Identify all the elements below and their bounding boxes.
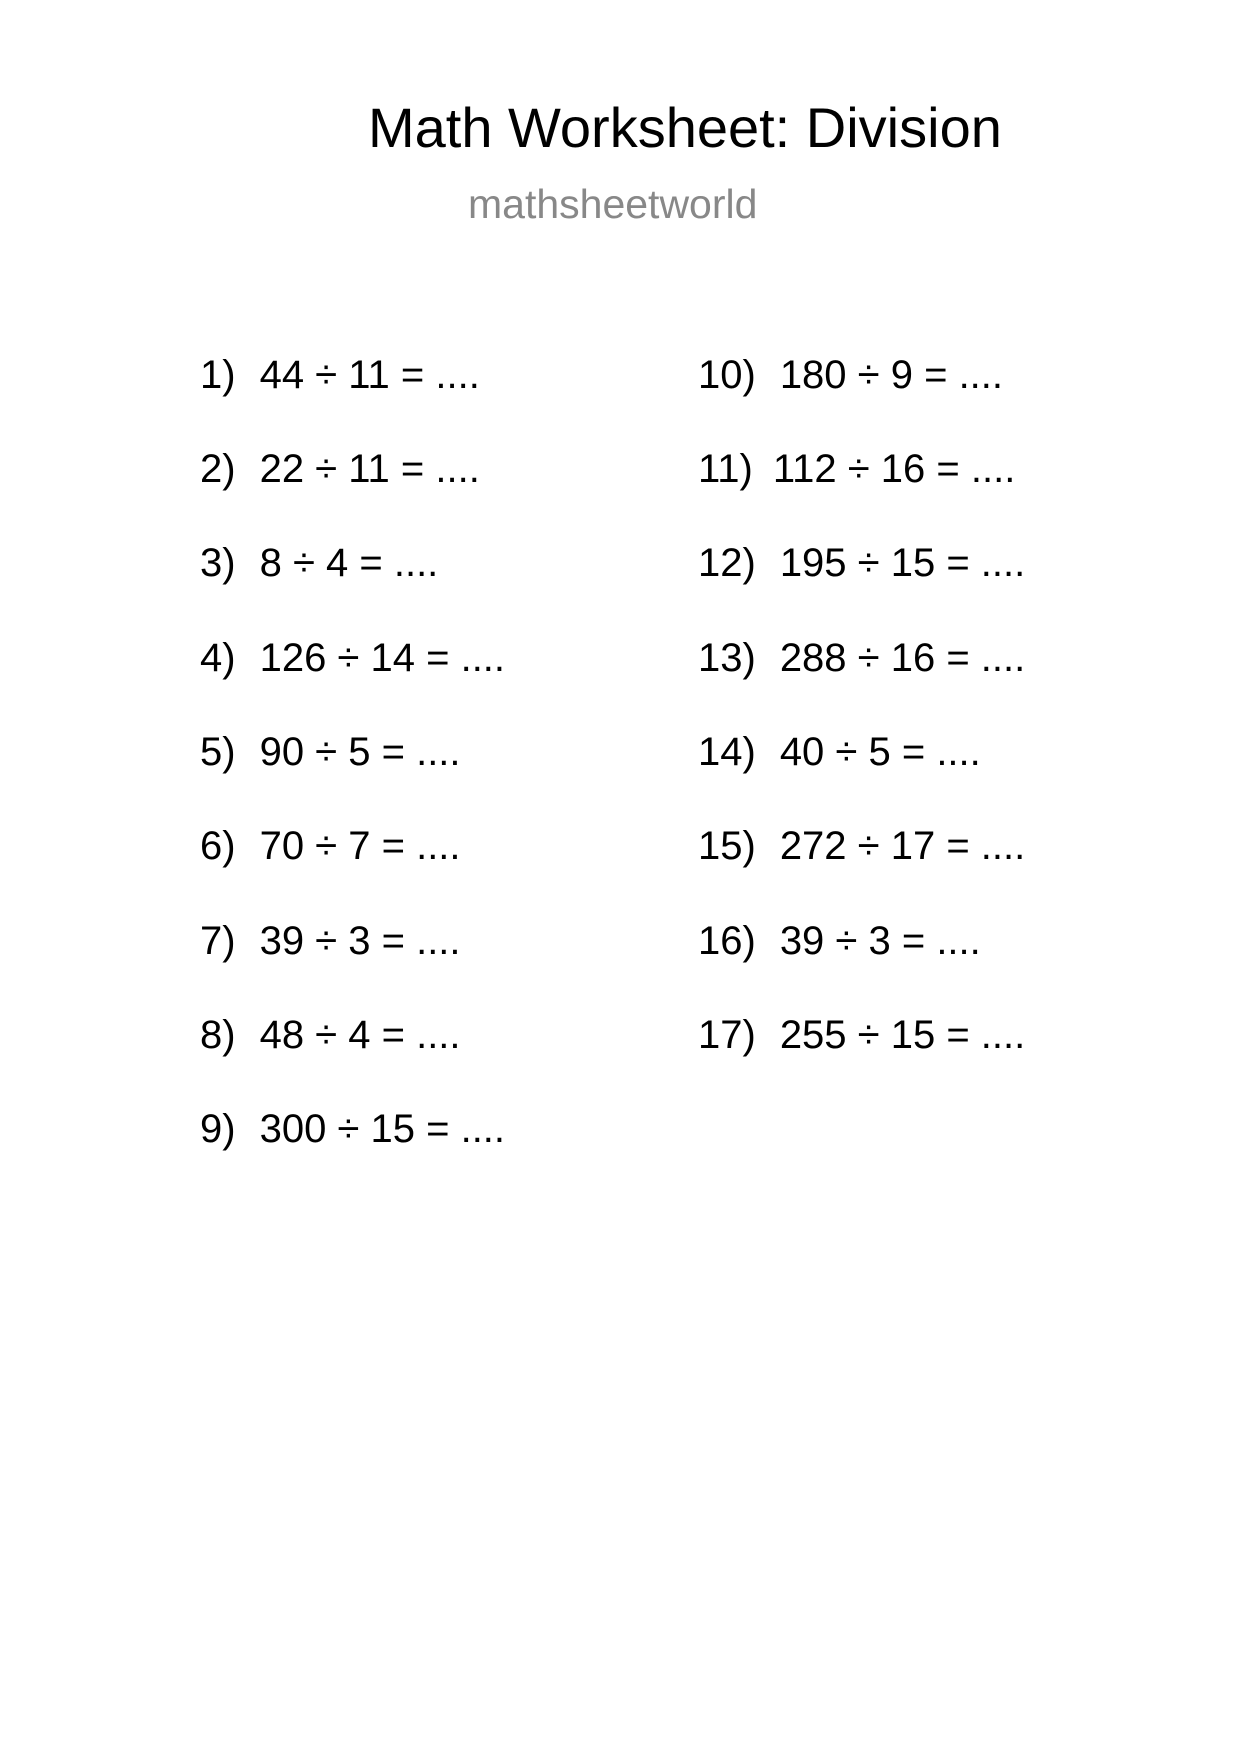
- problem-expression: 48 ÷ 4 = ....: [259, 1013, 461, 1057]
- problem-number: 14): [698, 730, 756, 774]
- problem-number: 7): [200, 919, 236, 963]
- problem-expression: 90 ÷ 5 = ....: [259, 730, 461, 774]
- page-title: Math Worksheet: Division: [368, 96, 1002, 159]
- problem-item: [200, 351, 480, 399]
- problem-item: [200, 728, 461, 776]
- problem-number: 11): [698, 447, 753, 491]
- problem-item: [200, 822, 461, 870]
- problem-item: [698, 728, 981, 776]
- problem-item: [200, 539, 438, 587]
- problem-expression: 39 ÷ 3 = ....: [259, 919, 461, 963]
- site-name: mathsheetworld: [468, 181, 758, 227]
- problem-number: 16): [698, 919, 756, 963]
- problem-item: [698, 917, 981, 965]
- problem-number: 2): [200, 447, 236, 491]
- problem-number: 12): [698, 541, 756, 585]
- problem-item: [200, 1011, 461, 1059]
- problem-item: [200, 917, 461, 965]
- problem-item: [698, 1011, 1025, 1059]
- problem-number: 4): [200, 636, 236, 680]
- problem-expression: 112 ÷ 16 = ....: [772, 447, 1016, 491]
- problem-number: 13): [698, 636, 756, 680]
- problem-expression: 39 ÷ 3 = ....: [779, 919, 981, 963]
- problem-item: [698, 445, 1015, 493]
- problem-number: 1): [200, 353, 236, 397]
- problem-item: [200, 634, 505, 682]
- problem-expression: 126 ÷ 14 = ....: [259, 636, 506, 680]
- problem-number: 17): [698, 1013, 756, 1057]
- problem-expression: 195 ÷ 15 = ....: [779, 541, 1026, 585]
- problem-item: [200, 445, 480, 493]
- problem-number: 9): [200, 1107, 236, 1151]
- problem-number: 5): [200, 730, 236, 774]
- problem-expression: 8 ÷ 4 = ....: [259, 541, 439, 585]
- problem-expression: 272 ÷ 17 = ....: [779, 824, 1026, 868]
- problem-expression: 40 ÷ 5 = ....: [779, 730, 981, 774]
- problem-expression: 70 ÷ 7 = ....: [259, 824, 461, 868]
- problem-item: [698, 539, 1025, 587]
- problem-number: 10): [698, 353, 756, 397]
- problem-number: 8): [200, 1013, 236, 1057]
- problem-item: [200, 1105, 505, 1153]
- problem-item: [698, 351, 1003, 399]
- problem-expression: 22 ÷ 11 = ....: [259, 447, 480, 491]
- problem-expression: 44 ÷ 11 = ....: [259, 353, 480, 397]
- problem-number: 6): [200, 824, 236, 868]
- problem-expression: 300 ÷ 15 = ....: [259, 1107, 506, 1151]
- problem-expression: 288 ÷ 16 = ....: [779, 636, 1026, 680]
- problem-number: 15): [698, 824, 756, 868]
- problem-item: [698, 634, 1025, 682]
- problem-item: [698, 822, 1025, 870]
- problem-expression: 255 ÷ 15 = ....: [779, 1013, 1026, 1057]
- problem-expression: 180 ÷ 9 = ....: [779, 353, 1004, 397]
- problem-number: 3): [200, 541, 236, 585]
